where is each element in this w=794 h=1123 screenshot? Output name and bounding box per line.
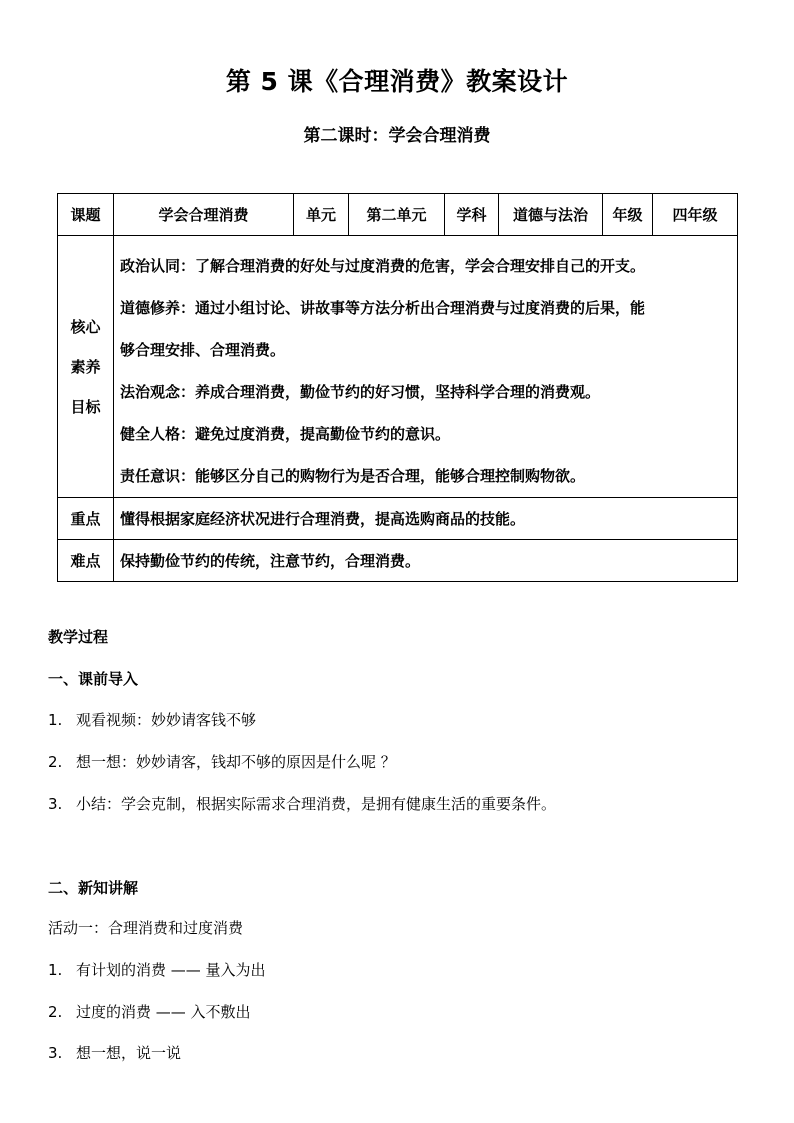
core-line: 道德修养：通过小组讨论、讲故事等方法分析出合理消费与过度消费的后果，能 [120, 299, 646, 317]
key-point-text: 懂得根据家庭经济状况进行合理消费，提高选购商品的技能。 [114, 498, 738, 540]
document-title: 第 5 课《合理消费》教案设计 [225, 67, 569, 96]
core-line: 法治观念：养成合理消费，勤俭节约的好习惯，坚持科学合理的消费观。 [120, 383, 601, 401]
list-item [48, 1042, 748, 1063]
list-text: 想一想：妙妙请客，钱却不够的原因是什么呢 ？ [76, 753, 396, 771]
core-label-line-1: 核心 [70, 317, 101, 336]
list-text: 想一想，说一说 [76, 1044, 182, 1062]
list-number: 2. [48, 1003, 63, 1021]
unit-label-cell: 单元 [294, 194, 349, 236]
unit-value-cell: 第二单元 [349, 194, 445, 236]
list-text: 有计划的消费 —— 量入为出 [76, 961, 266, 979]
subject-value-cell: 道德与法治 [499, 194, 603, 236]
document-subtitle: 第二课时：学会合理消费 [303, 126, 491, 146]
core-literacy-row [58, 236, 738, 498]
core-literacy-content [114, 236, 738, 498]
list-item [48, 751, 748, 772]
difficulty-text: 保持勤俭节约的传统，注意节约，合理消费。 [114, 540, 738, 582]
list-number: 1. [48, 961, 63, 979]
key-point-label: 重点 [58, 498, 114, 540]
list-number: 1. [48, 711, 63, 729]
difficulty-row [58, 540, 738, 582]
section-2-heading: 二、新知讲解 [48, 879, 139, 897]
list-item [48, 793, 748, 814]
grade-value-cell: 四年级 [653, 194, 738, 236]
subject-label-cell: 学科 [445, 194, 499, 236]
activity-title: 活动一：合理消费和过度消费 [48, 919, 244, 937]
process-heading: 教学过程 [48, 628, 109, 646]
section-1-heading: 一、课前导入 [48, 670, 139, 688]
table-header-row [58, 194, 738, 236]
list-text: 观看视频：妙妙请客钱不够 [76, 711, 257, 729]
list-text: 小结：学会克制，根据实际需求合理消费，是拥有健康生活的重要条件。 [76, 795, 557, 813]
core-label-line-2: 素养 [70, 357, 101, 376]
lesson-plan-table [57, 193, 738, 582]
core-line: 政治认同：了解合理消费的好处与过度消费的危害，学会合理安排自己的开支。 [120, 257, 646, 275]
difficulty-label: 难点 [58, 540, 114, 582]
list-item [48, 959, 748, 980]
list-item [48, 709, 748, 730]
core-label-line-3: 目标 [70, 397, 101, 416]
lesson-label-cell: 课题 [58, 194, 114, 236]
list-item [48, 1001, 748, 1022]
key-point-row [58, 498, 738, 540]
lesson-value-cell: 学会合理消费 [114, 194, 294, 236]
core-line: 健全人格：避免过度消费，提高勤俭节约的意识。 [120, 425, 451, 443]
list-number: 3. [48, 795, 63, 813]
core-line: 责任意识：能够区分自己的购物行为是否合理，能够合理控制购物欲。 [120, 467, 586, 485]
list-text: 过度的消费 —— 入不敷出 [76, 1003, 251, 1021]
core-line: 够合理安排、合理消费。 [120, 341, 286, 359]
grade-label-cell: 年级 [603, 194, 653, 236]
list-number: 2. [48, 753, 63, 771]
core-literacy-label [58, 236, 114, 498]
list-number: 3. [48, 1044, 63, 1062]
